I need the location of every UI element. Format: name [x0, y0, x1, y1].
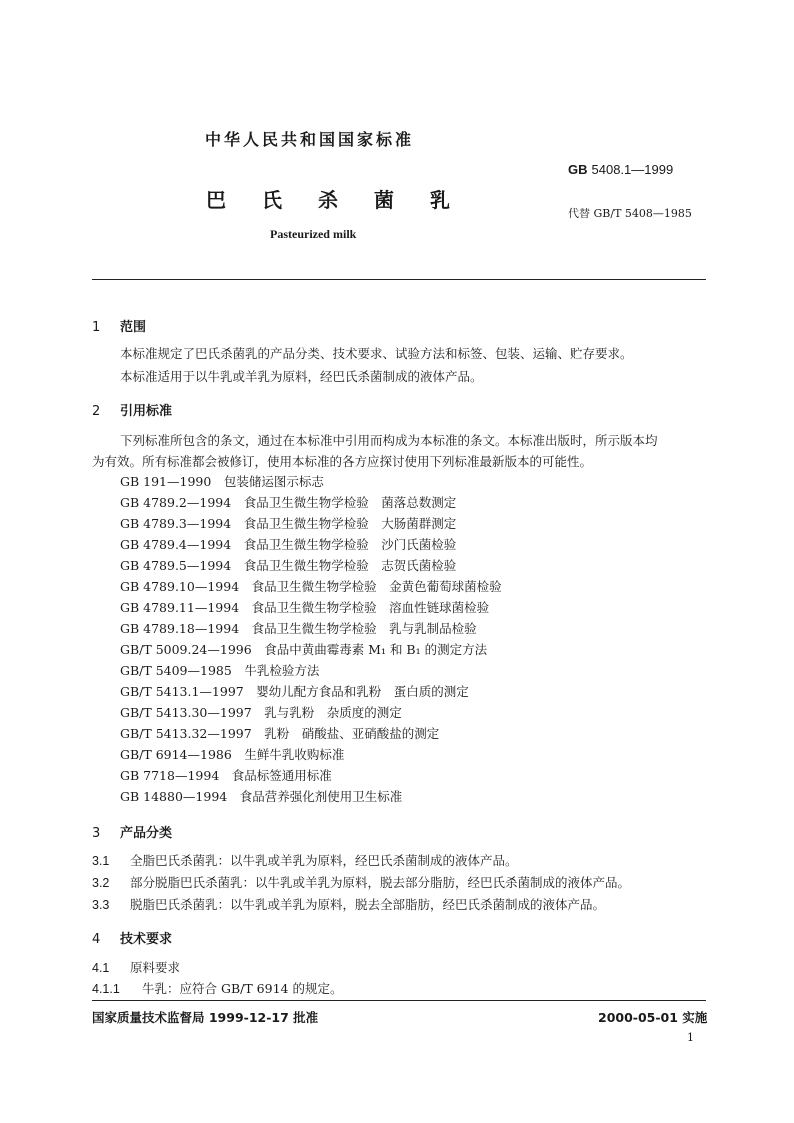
reference-item: GB 4789.18—1994 食品卫生微生物学检验 乳与乳制品检验 — [120, 621, 477, 636]
clause-number: 3.1 — [92, 854, 110, 868]
section-title: 技术要求 — [120, 932, 173, 947]
replaces-standard: 代替 GB/T 5408—1985 — [568, 207, 692, 220]
section-number: 2 — [92, 404, 101, 419]
section-number: 1 — [92, 320, 101, 335]
clause-text: 牛乳：应符合 GB/T 6914 的规定。 — [142, 981, 343, 996]
section-2-intro: 下列标准所包含的条文，通过在本标准中引用而构成为本标准的条文。本标准出版时，所示版本均 — [120, 433, 658, 448]
reference-item: GB 4789.2—1994 食品卫生微生物学检验 菌落总数测定 — [120, 495, 457, 510]
reference-item: GB/T 5409—1985 牛乳检验方法 — [120, 663, 320, 678]
section-title: 引用标准 — [120, 404, 173, 419]
standard-prefix: GB — [568, 162, 588, 177]
clause-text: 脱脂巴氏杀菌乳：以牛乳或羊乳为原料，脱去全部脂肪，经巴氏杀菌制成的液体产品。 — [130, 897, 606, 912]
reference-item: GB 4789.4—1994 食品卫生微生物学检验 沙门氏菌检验 — [120, 537, 457, 552]
section-1-paragraph: 本标准规定了巴氏杀菌乳的产品分类、技术要求、试验方法和标签、包装、运输、贮存要求。 — [120, 346, 633, 361]
section-title: 产品分类 — [120, 826, 173, 841]
reference-item: GB 191—1990 包装储运图示标志 — [120, 474, 324, 489]
clause-number: 4.1.1 — [92, 982, 120, 996]
requirement-item — [92, 979, 342, 997]
reference-item: GB 7718—1994 食品标签通用标准 — [120, 768, 332, 783]
section-2-intro: 为有效。所有标准都会被修订，使用本标准的各方应探讨使用下列标准最新版本的可能性。 — [92, 454, 593, 469]
header-divider — [92, 279, 706, 280]
classification-item — [92, 873, 630, 891]
section-2-heading — [92, 400, 172, 419]
reference-item: GB 4789.10—1994 食品卫生微生物学检验 金黄色葡萄球菌检验 — [120, 579, 502, 594]
reference-item: GB/T 5413.32—1997 乳粉 硝酸盐、亚硝酸盐的测定 — [120, 726, 440, 741]
clause-text: 部分脱脂巴氏杀菌乳：以牛乳或羊乳为原料，脱去部分脂肪，经巴氏杀菌制成的液体产品。 — [130, 875, 631, 890]
standard-number — [568, 162, 673, 177]
page-number: 1 — [687, 1031, 694, 1044]
classification-item — [92, 895, 605, 913]
reference-item: GB 4789.3—1994 食品卫生微生物学检验 大肠菌群测定 — [120, 516, 457, 531]
national-standard-title: 中华人民共和国国家标准 — [205, 130, 415, 149]
section-1-heading — [92, 316, 146, 335]
section-title: 范围 — [120, 320, 147, 335]
english-title: Pasteurized milk — [270, 227, 357, 241]
reference-item: GB/T 5413.30—1997 乳与乳粉 杂质度的测定 — [120, 705, 402, 720]
clause-text: 原料要求 — [130, 960, 181, 975]
section-number: 3 — [92, 826, 101, 841]
clause-number: 4.1 — [92, 961, 110, 975]
classification-item — [92, 851, 518, 869]
approval-note: 国家质量技术监督局 1999-12-17 批准 — [92, 1010, 319, 1025]
effective-date: 2000-05-01 实施 — [598, 1010, 708, 1025]
clause-number: 3.2 — [92, 876, 110, 890]
reference-item: GB 4789.5—1994 食品卫生微生物学检验 志贺氏菌检验 — [120, 558, 457, 573]
reference-item: GB 14880—1994 食品营养强化剂使用卫生标准 — [120, 789, 403, 804]
standard-code: 5408.1—1999 — [591, 162, 674, 177]
section-3-heading — [92, 822, 172, 841]
reference-item: GB/T 5413.1—1997 婴幼儿配方食品和乳粉 蛋白质的测定 — [120, 684, 469, 699]
requirement-item — [92, 958, 180, 976]
clause-text: 全脂巴氏杀菌乳：以牛乳或羊乳为原料，经巴氏杀菌制成的液体产品。 — [130, 853, 518, 868]
footer-divider — [92, 1000, 706, 1001]
clause-number: 3.3 — [92, 898, 110, 912]
document-title: 巴氏杀菌乳 — [206, 188, 486, 212]
reference-item: GB/T 5009.24—1996 食品中黄曲霉毒素 M₁ 和 B₁ 的测定方法 — [120, 642, 488, 657]
section-number: 4 — [92, 932, 101, 947]
section-4-heading — [92, 928, 172, 947]
reference-item: GB 4789.11—1994 食品卫生微生物学检验 溶血性链球菌检验 — [120, 600, 490, 615]
reference-item: GB/T 6914—1986 生鲜牛乳收购标准 — [120, 747, 345, 762]
section-1-paragraph: 本标准适用于以牛乳或羊乳为原料，经巴氏杀菌制成的液体产品。 — [120, 369, 483, 384]
